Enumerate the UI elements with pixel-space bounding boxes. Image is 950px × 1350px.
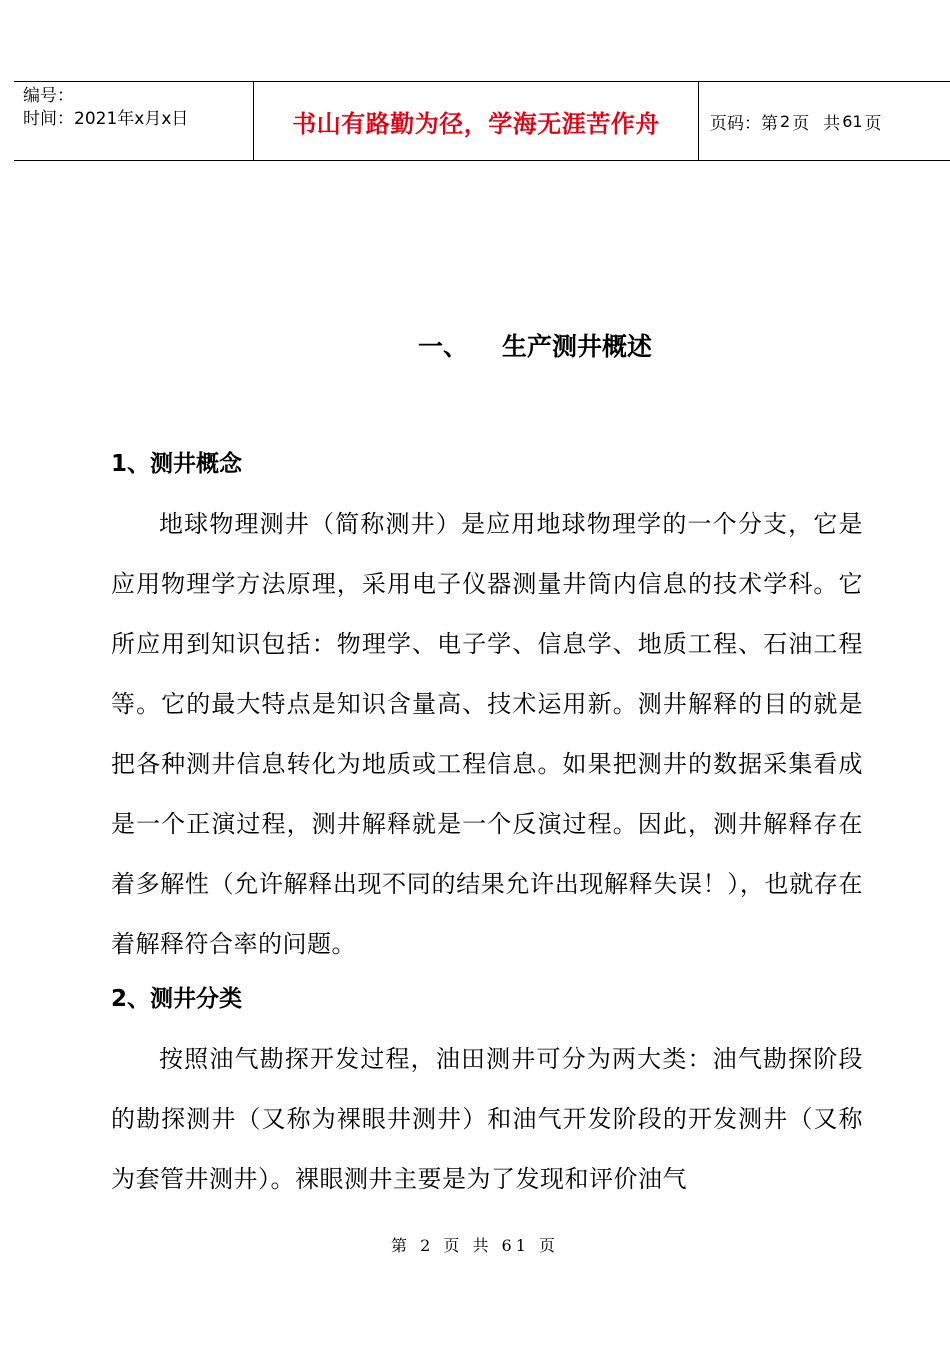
- section-paragraph: 按照油气勘探开发过程，油田测井可分为两大类：油气勘探阶段的勘探测井（又称为裸眼井测井）和油气开发阶段的开发测井（又称为套管井测井）。裸眼测井主要是为了发现和评价油气: [111, 1045, 863, 1193]
- document-header: [14, 81, 950, 161]
- section-heading: 1、测井概念: [111, 451, 243, 477]
- header-meta-cell: [14, 82, 254, 160]
- page-unit: 页: [792, 113, 810, 134]
- page-current: 2: [780, 111, 791, 131]
- section-paragraph: 地球物理测井（简称测井）是应用地球物理学的一个分支，它是应用物理学方法原理，采用电子仪器测量井筒内信息的技术学科。它所应用到知识包括：物理学、电子学、信息学、地质工程、石油工程等。它的最大特点是知识含量高、技术运用新。测井解释的目的就是把各种测井信息转化为地质或工程信息。如果把测井的数据采集看成是一个正演过程，测井解释就是一个反演过程。因此，测井解释存在着多解性（允许解释出现不同的结果允许出现解释失误！），也就存在着解释符合率的问题。: [111, 510, 863, 958]
- section-heading: 2、测井分类: [111, 986, 243, 1012]
- page-footer: 第 2 页 共 61 页: [391, 1236, 559, 1255]
- serial-number-label: 编号：: [23, 86, 74, 106]
- header-page-info: [699, 82, 950, 160]
- page-label: 页码：第: [710, 113, 778, 134]
- page-total-label: 共: [823, 113, 841, 134]
- title-number: 一、: [417, 332, 468, 361]
- document-title: [0, 327, 950, 367]
- page-total-unit: 页: [864, 113, 882, 134]
- title-text: 生产测井概述: [502, 332, 653, 361]
- date-label: 时间：2021年x月x日: [23, 109, 189, 129]
- header-motto: 书山有路勤为径，学海无涯苦作舟: [254, 82, 699, 160]
- page-total: 61: [842, 111, 863, 131]
